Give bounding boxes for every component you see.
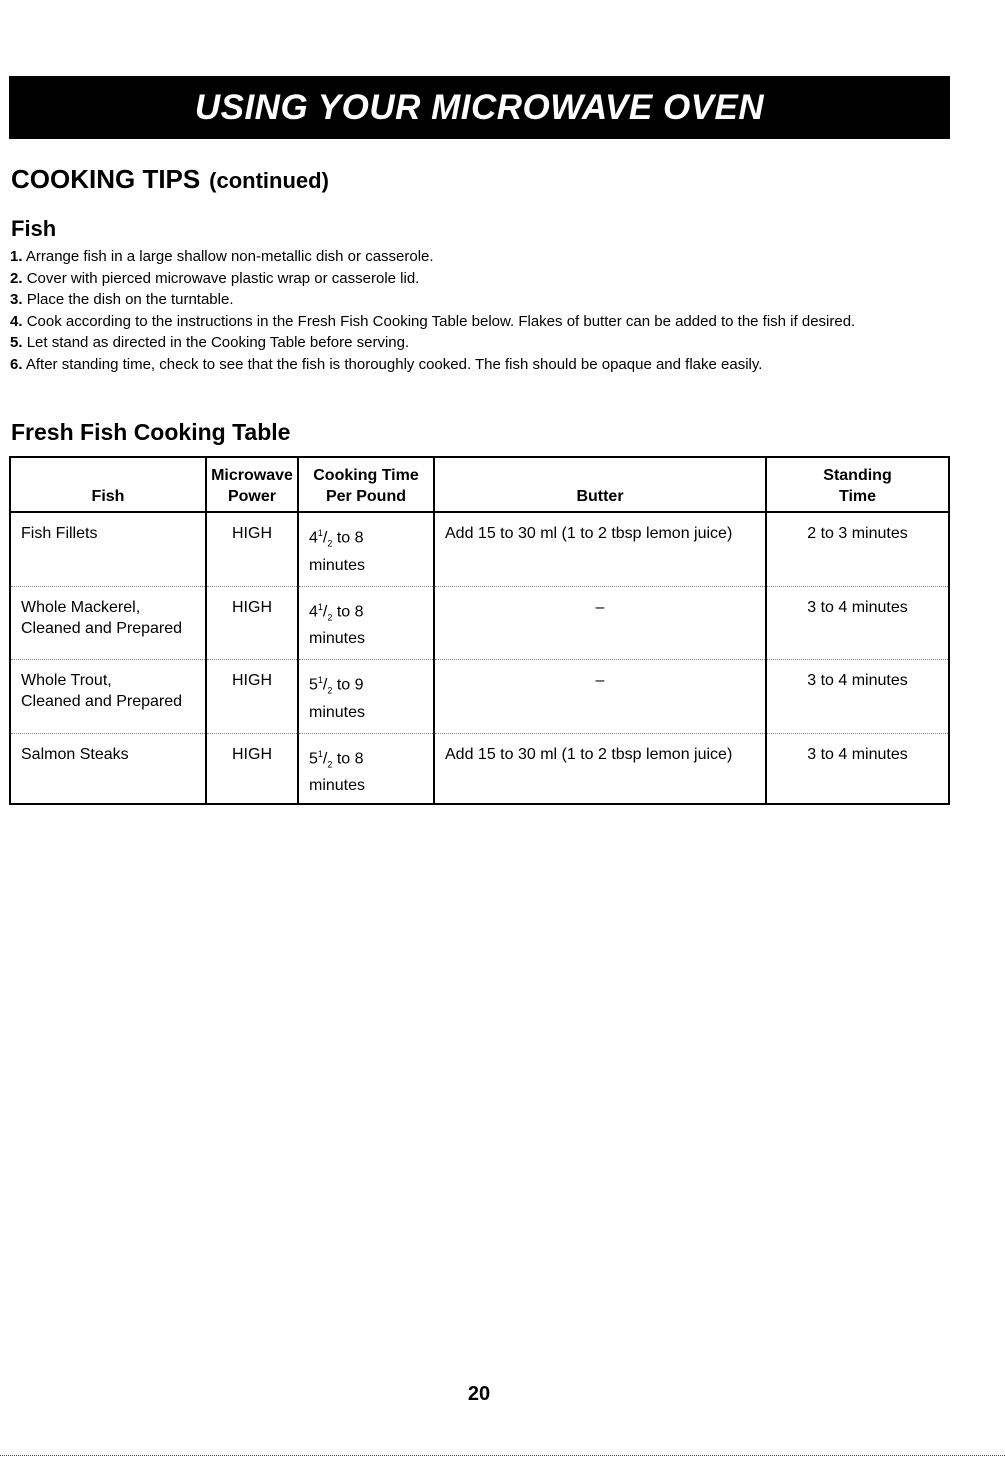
step-number: 5. [10,334,23,351]
cell-power: HIGH [206,586,298,660]
page-banner [9,76,950,139]
fish-heading: Fish [11,216,57,241]
cell-cooking-time: $5^1/_2$ to 9 minutes [298,660,434,734]
step-number: 6. [10,355,23,373]
cell-butter: – [434,586,766,660]
cell-fish: Fish Fillets [10,512,206,586]
step-text: Place the dish on the turntable. [26,291,234,308]
table-title: Fresh Fish Cooking Table [11,419,291,445]
step-item [10,289,930,311]
cell-standing-time: 3 to 4 minutes [766,660,949,734]
header-microwave-power: Microwave Power [206,457,298,512]
fresh-fish-cooking-table [9,456,950,805]
header-standing-time: Standing Time [766,457,949,512]
step-number: 3. [10,291,23,308]
cell-cooking-time: $4^1/_2$ to 8 minutes [298,586,434,660]
cell-standing-time: 3 to 4 minutes [766,733,949,804]
step-number: 4. [10,312,23,330]
cell-cooking-time: $4^1/_2$ to 8 minutes [298,512,434,586]
step-text: Let stand as directed in the Cooking Table before serving. [26,334,410,351]
cell-fish: Whole Mackerel, Cleaned and Prepared [10,586,206,660]
step-text: Cook according to the instructions in the Fresh Fish Cooking Table below. Flakes of butter can be added to the fish if desired. [26,312,856,330]
step-text: Arrange fish in a large shallow non-metallic dish or casserole. [25,248,434,265]
cell-standing-time: 2 to 3 minutes [766,512,949,586]
cell-fish: Salmon Steaks [21,745,129,763]
fish-steps-list [10,246,930,375]
step-text: After standing time, check to see that the fish is thoroughly cooked. The fish should be opaque and flake easily. [25,355,763,373]
step-number: 2. [10,269,23,287]
table-row [10,512,949,586]
cell-fish: Whole Trout, Cleaned and Prepared [10,660,206,734]
step-item [10,311,930,333]
cell-power: HIGH [206,512,298,586]
table-row [10,733,949,804]
header-cooking-time: Cooking Time Per Pound [298,457,434,512]
header-butter: Butter [434,457,766,512]
cell-cooking-time: $5^1/_2$ to 8 minutes [298,733,434,804]
step-item [10,246,930,268]
cell-butter: Add 15 to 30 ml (1 to 2 tbsp lemon juice) [434,512,766,586]
table-row [10,660,949,734]
section-title-main: COOKING TIPS [11,164,201,194]
cell-butter: Add 15 to 30 ml (1 to 2 tbsp lemon juice) [434,733,766,804]
bottom-divider [0,1455,1005,1456]
step-item [10,268,930,290]
step-item [10,354,930,376]
step-number: 1. [10,248,23,265]
cell-power: HIGH [206,660,298,734]
cell-butter: – [434,660,766,734]
step-item [10,332,930,354]
cell-power: HIGH [206,733,298,804]
table-row [10,586,949,660]
step-text: Cover with pierced microwave plastic wrap or casserole lid. [26,269,420,287]
banner-title: USING YOUR MICROWAVE OVEN [194,87,765,127]
page-number: 20 [467,1383,491,1405]
section-title-sub: (continued) [209,168,329,193]
section-title [11,158,329,196]
table-header-row [10,457,949,512]
cell-standing-time: 3 to 4 minutes [766,586,949,660]
header-fish: Fish [10,457,206,512]
